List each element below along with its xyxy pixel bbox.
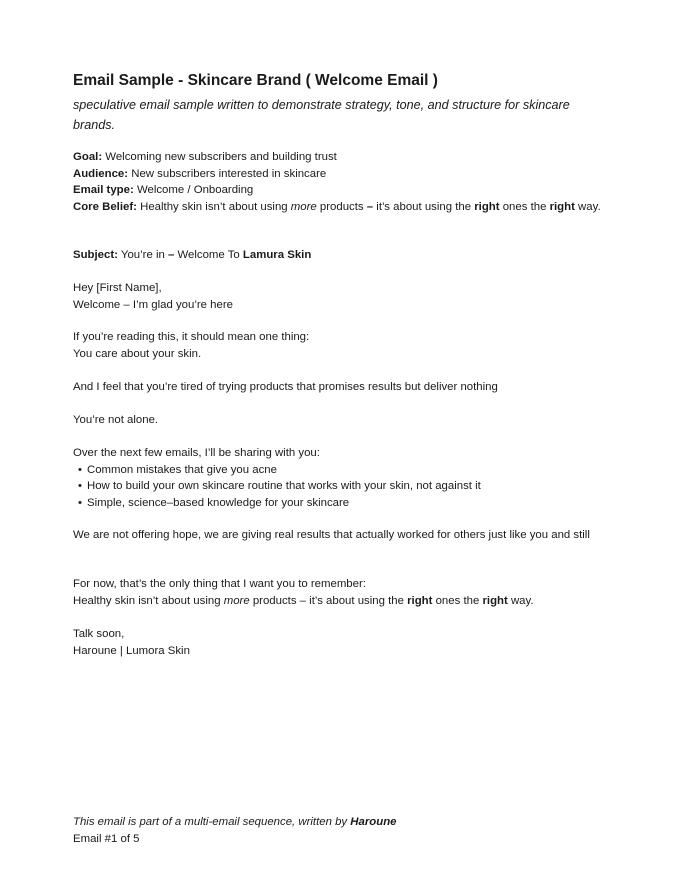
list-item: • Common mistakes that give you acne: [73, 462, 603, 479]
bullet-list: [73, 462, 603, 512]
footer-note-text: This email is part of a multi-email sequence, written by: [73, 816, 351, 828]
paragraph-reading: [73, 329, 603, 362]
list-item: • How to build your own skincare routine that works with your skin, not against it: [73, 478, 603, 495]
remember-text: ones the: [432, 594, 483, 607]
signature: Haroune | Lumora Skin: [73, 644, 190, 657]
meta-section: [73, 149, 603, 215]
remember-text: way.: [507, 594, 534, 607]
footer-note: [73, 814, 603, 831]
document-subtitle: speculative email sample written to demonstrate strategy, tone, and structure for skincare brands.: [73, 98, 570, 132]
greeting-paragraph: [73, 280, 603, 313]
paragraph-text: For now, that’s the only thing that I want you to remember:: [73, 578, 366, 590]
goal-line: [73, 149, 603, 166]
core-belief-dash: –: [366, 200, 374, 213]
paragraph-text: If you’re reading this, it should mean one thing:: [73, 331, 310, 343]
remember-bold: right: [407, 594, 433, 607]
list-item: • Simple, science–based knowledge for your skincare: [73, 495, 603, 512]
paragraph-remember: [73, 576, 603, 609]
core-belief-text: products: [316, 200, 367, 213]
core-belief-label: Core Belief:: [73, 200, 137, 213]
signoff-section: [73, 626, 603, 659]
welcome-line: Welcome – I’m glad you’re here: [73, 298, 233, 311]
remember-emphasis: more: [223, 594, 250, 607]
list-intro: Over the next few emails, I’ll be sharing with you:: [73, 447, 320, 459]
subject-line: [73, 247, 603, 264]
paragraph-text: You care about your skin.: [73, 347, 202, 360]
goal-value: Welcoming new subscribers and building trust: [102, 151, 337, 163]
paragraph-text: And I feel that you’re tired of trying products that promises results but deliver nothing: [73, 381, 498, 393]
footer: [73, 814, 603, 847]
upcoming-list-section: [73, 445, 603, 511]
remember-text: products – it’s about using the: [249, 594, 408, 607]
subject-label: Subject:: [73, 249, 118, 261]
core-belief-bold: right: [549, 200, 575, 213]
email-type-label: Email type:: [73, 184, 134, 197]
email-type-value: Welcome / Onboarding: [133, 184, 254, 197]
audience-label: Audience:: [73, 167, 129, 180]
core-belief-bold: right: [474, 200, 500, 213]
core-belief-text: way.: [574, 200, 601, 213]
subject-brand: Lamura Skin: [242, 249, 312, 261]
greeting: Hey [First Name],: [73, 282, 162, 294]
remember-bold: right: [482, 594, 508, 607]
core-belief-emphasis: more: [290, 200, 317, 213]
signoff: Talk soon,: [73, 628, 125, 640]
core-belief-text: Healthy skin isn’t about using: [136, 200, 291, 213]
paragraph-text: We are not offering hope, we are giving real results that actually worked for others just like you and still: [73, 529, 590, 541]
paragraph-not-alone: [73, 412, 603, 429]
remember-line: [73, 593, 603, 610]
audience-value: New subscribers interested in skincare: [128, 167, 327, 180]
goal-label: Goal:: [73, 151, 103, 163]
audience-line: [73, 166, 603, 183]
subject-dash: –: [167, 249, 175, 261]
core-belief-line: [73, 199, 603, 216]
remember-text: Healthy skin isn’t about using: [73, 594, 224, 607]
footer-author: Haroune: [350, 816, 397, 828]
document-title: Email Sample - Skincare Brand ( Welcome Email ): [73, 72, 438, 89]
core-belief-text: it’s about using the: [373, 200, 475, 213]
paragraph-tired: [73, 379, 603, 396]
paragraph-text: You’re not alone.: [73, 414, 159, 426]
subject-text: You’re in: [117, 249, 168, 261]
paragraph-results: [73, 527, 603, 544]
email-counter: Email #1 of 5: [73, 832, 140, 845]
email-type-line: [73, 182, 603, 199]
subject-text: Welcome To: [174, 249, 243, 261]
core-belief-text: ones the: [499, 200, 550, 213]
